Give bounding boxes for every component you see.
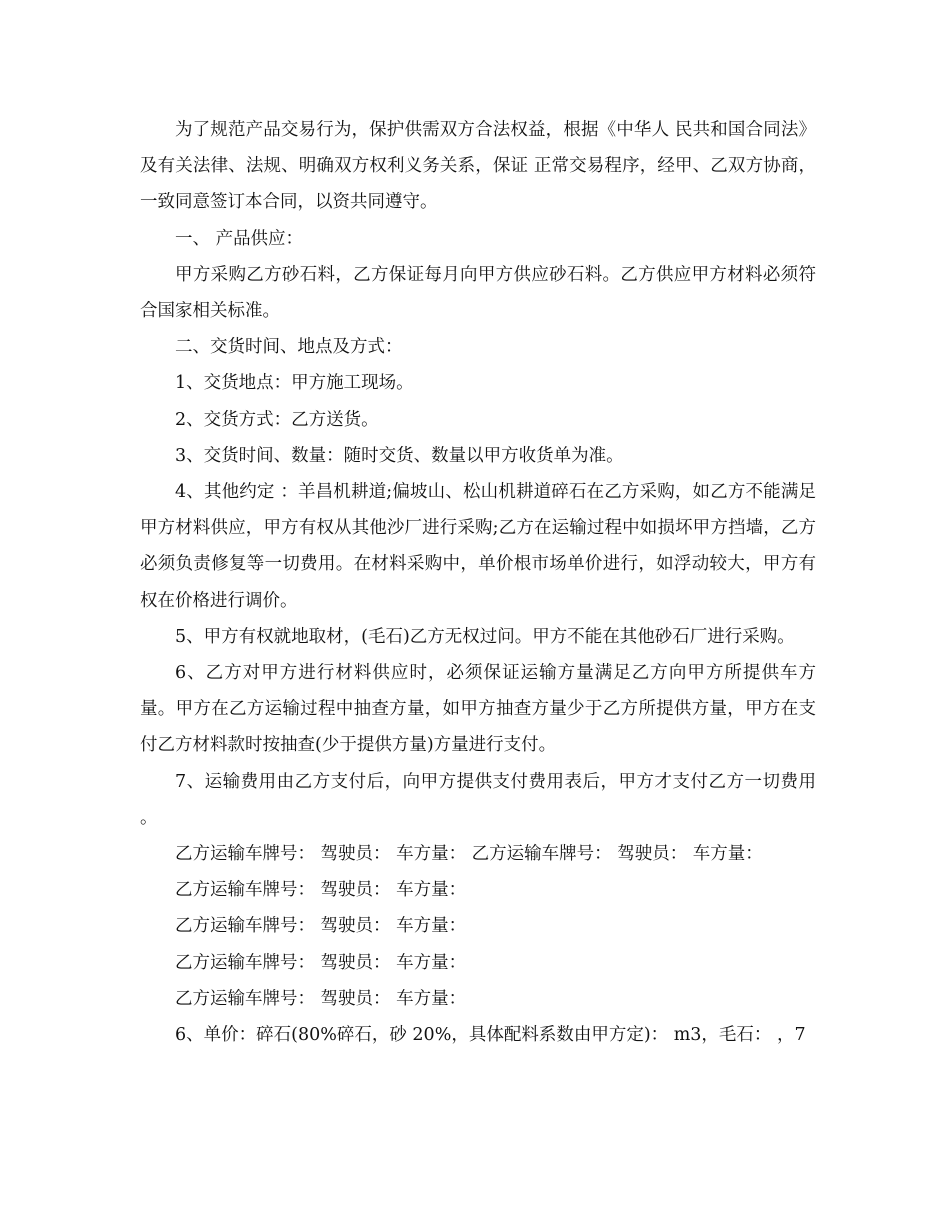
vehicle-info-line: 乙方运输车牌号： 驾驶员： 车方量：	[175, 988, 467, 1009]
heading-delivery: 二、交货时间、地点及方式：	[175, 337, 403, 358]
vehicle-info-line: 乙方运输车牌号： 驾驶员： 车方量：	[175, 952, 467, 973]
vehicle-info-line: 乙方运输车牌号： 驾驶员： 车方量：	[175, 880, 467, 901]
clause-unit-price: 6、单价：碎石(80%碎石，砂 20%，具体配料系数由甲方定)： m3，毛石： ，7	[175, 1025, 806, 1046]
vehicle-info-line: 乙方运输车牌号： 驾驶员： 车方量：	[175, 916, 467, 937]
clause-local-materials: 5、甲方有权就地取材，(毛石)乙方无权过问。甲方不能在其他砂石厂进行采购。	[175, 626, 795, 647]
vehicle-info-line: 乙方运输车牌号： 驾驶员： 车方量： 乙方运输车牌号： 驾驶员： 车方量：	[175, 844, 763, 865]
heading-product-supply: 一、 产品供应：	[175, 228, 304, 249]
clause-delivery-location: 1、交货地点：甲方施工现场。	[175, 373, 414, 394]
clause-transport-fees: 7、运输费用由乙方支付后，向甲方提供支付费用表后，甲方才支付乙方一切费用 。	[140, 771, 822, 828]
clause-delivery-method: 2、交货方式：乙方送货。	[175, 409, 379, 430]
paragraph-intro: 为了规范产品交易行为，保护供需双方合法权益，根据《中华人 民共和国合同法》及有关法律、法规、明确双方权利义务关系，保证 正常交易程序，经甲、乙双方协商，一致同意签订本合同，以资共同遵守。	[140, 120, 816, 213]
clause-volume-check: 6、乙方对甲方进行材料供应时，必须保证运输方量满足乙方向甲方所提供车方量。甲方在乙方运输过程中抽查方量，如甲方抽查方量少于乙方所提供方量，甲方在支付乙方材料款时按抽查(少于提供方量)方量进行支付。	[140, 663, 816, 756]
document-body	[140, 112, 822, 1053]
clause-delivery-time: 3、交货时间、数量：随时交货、数量以甲方收货单为准。	[175, 445, 624, 466]
paragraph-supply-terms: 甲方采购乙方砂石料，乙方保证每月向甲方供应砂石料。乙方供应甲方材料必须符合国家相关标准。	[140, 264, 816, 322]
clause-other-terms: 4、其他约定 ：羊昌机耕道;偏坡山、松山机耕道碎石在乙方采购，如乙方不能满足甲方材料供应，甲方有权从其他沙厂进行采购;乙方在运输过程中如损坏甲方挡墙，乙方必须负责修复等一切费用。在材料采购中，单价根市场单价进行，如浮动较大，甲方有权在价格进行调价。	[140, 482, 816, 611]
